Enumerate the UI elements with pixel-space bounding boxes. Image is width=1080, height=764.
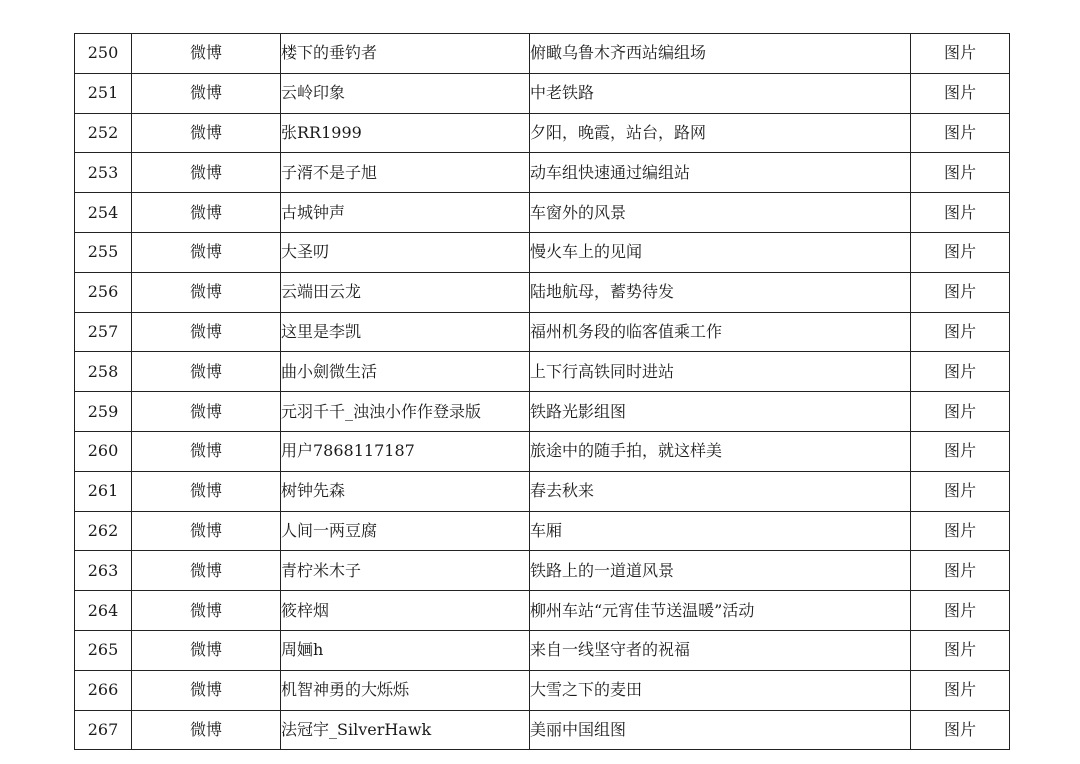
entry-type: 图片 [911,73,1010,113]
entry-type: 图片 [911,710,1010,750]
entry-author: 云岭印象 [281,73,530,113]
entry-type: 图片 [911,352,1010,392]
table-row [75,431,1010,471]
entry-author: 周婳h [281,630,530,670]
entry-type: 图片 [911,153,1010,193]
entry-number: 261 [75,471,132,511]
entry-author: 大圣叨 [281,232,530,272]
entry-author: 机智神勇的大烁烁 [281,670,530,710]
entry-type: 图片 [911,431,1010,471]
entries-table-body [75,34,1010,750]
entry-author: 树钟先森 [281,471,530,511]
table-row [75,670,1010,710]
entry-title: 慢火车上的见闻 [530,232,911,272]
entry-platform: 微博 [132,710,281,750]
entry-platform: 微博 [132,591,281,631]
entry-type: 图片 [911,551,1010,591]
entry-author: 筱梓烟 [281,591,530,631]
entry-platform: 微博 [132,431,281,471]
entry-type: 图片 [911,471,1010,511]
entry-title: 大雪之下的麦田 [530,670,911,710]
table-row [75,551,1010,591]
entry-platform: 微博 [132,113,281,153]
entry-number: 264 [75,591,132,631]
entry-platform: 微博 [132,272,281,312]
entry-type: 图片 [911,193,1010,233]
entry-author: 子湑不是子旭 [281,153,530,193]
entry-author: 青柠米木子 [281,551,530,591]
entry-author: 元羽千千_浊浊小作作登录版 [281,392,530,432]
entry-platform: 微博 [132,630,281,670]
entry-author: 这里是李凯 [281,312,530,352]
entry-title: 美丽中国组图 [530,710,911,750]
entry-platform: 微博 [132,670,281,710]
entry-title: 夕阳，晚霞，站台，路网 [530,113,911,153]
entry-title: 春去秋来 [530,471,911,511]
entry-type: 图片 [911,232,1010,272]
entry-platform: 微博 [132,511,281,551]
entry-number: 267 [75,710,132,750]
table-row [75,710,1010,750]
table-row [75,73,1010,113]
entry-type: 图片 [911,34,1010,74]
entry-title: 中老铁路 [530,73,911,113]
entry-number: 258 [75,352,132,392]
table-row [75,392,1010,432]
entry-author: 人间一两豆腐 [281,511,530,551]
entry-title: 车窗外的风景 [530,193,911,233]
entry-platform: 微博 [132,392,281,432]
entry-type: 图片 [911,113,1010,153]
entry-title: 铁路上的一道道风景 [530,551,911,591]
entry-title: 陆地航母，蓄势待发 [530,272,911,312]
entry-title: 铁路光影组图 [530,392,911,432]
table-row [75,272,1010,312]
table-row [75,34,1010,74]
entry-type: 图片 [911,591,1010,631]
entry-author: 古城钟声 [281,193,530,233]
entry-number: 252 [75,113,132,153]
entry-number: 253 [75,153,132,193]
entry-platform: 微博 [132,551,281,591]
entry-platform: 微博 [132,34,281,74]
table-row [75,312,1010,352]
entry-author: 张RR1999 [281,113,530,153]
entry-platform: 微博 [132,153,281,193]
entry-type: 图片 [911,630,1010,670]
entry-type: 图片 [911,392,1010,432]
entry-type: 图片 [911,670,1010,710]
table-row [75,511,1010,551]
entry-number: 259 [75,392,132,432]
entry-title: 上下行高铁同时进站 [530,352,911,392]
entry-title: 来自一线坚守者的祝福 [530,630,911,670]
entry-number: 255 [75,232,132,272]
entry-number: 260 [75,431,132,471]
entry-number: 262 [75,511,132,551]
table-row [75,591,1010,631]
entry-title: 车厢 [530,511,911,551]
entry-number: 266 [75,670,132,710]
table-row [75,352,1010,392]
entry-title: 福州机务段的临客值乘工作 [530,312,911,352]
entry-platform: 微博 [132,312,281,352]
entry-number: 265 [75,630,132,670]
entry-platform: 微博 [132,352,281,392]
table-row [75,232,1010,272]
table-row [75,113,1010,153]
entry-platform: 微博 [132,471,281,511]
entry-title: 旅途中的随手拍，就这样美 [530,431,911,471]
entry-title: 俯瞰乌鲁木齐西站编组场 [530,34,911,74]
entry-author: 楼下的垂钓者 [281,34,530,74]
entries-table [74,33,1010,750]
entry-author: 法冠宇_SilverHawk [281,710,530,750]
entry-number: 254 [75,193,132,233]
entry-type: 图片 [911,312,1010,352]
entry-platform: 微博 [132,73,281,113]
entry-type: 图片 [911,511,1010,551]
table-row [75,153,1010,193]
entry-number: 263 [75,551,132,591]
entry-title: 动车组快速通过编组站 [530,153,911,193]
entry-platform: 微博 [132,193,281,233]
table-row [75,471,1010,511]
entry-type: 图片 [911,272,1010,312]
entry-platform: 微博 [132,232,281,272]
entry-author: 用户7868117187 [281,431,530,471]
table-row [75,630,1010,670]
entry-number: 250 [75,34,132,74]
entry-author: 曲小劍微生活 [281,352,530,392]
table-row [75,193,1010,233]
entry-number: 256 [75,272,132,312]
entry-author: 云端田云龙 [281,272,530,312]
entry-number: 251 [75,73,132,113]
entry-title: 柳州车站“元宵佳节送温暖”活动 [530,591,911,631]
entry-number: 257 [75,312,132,352]
